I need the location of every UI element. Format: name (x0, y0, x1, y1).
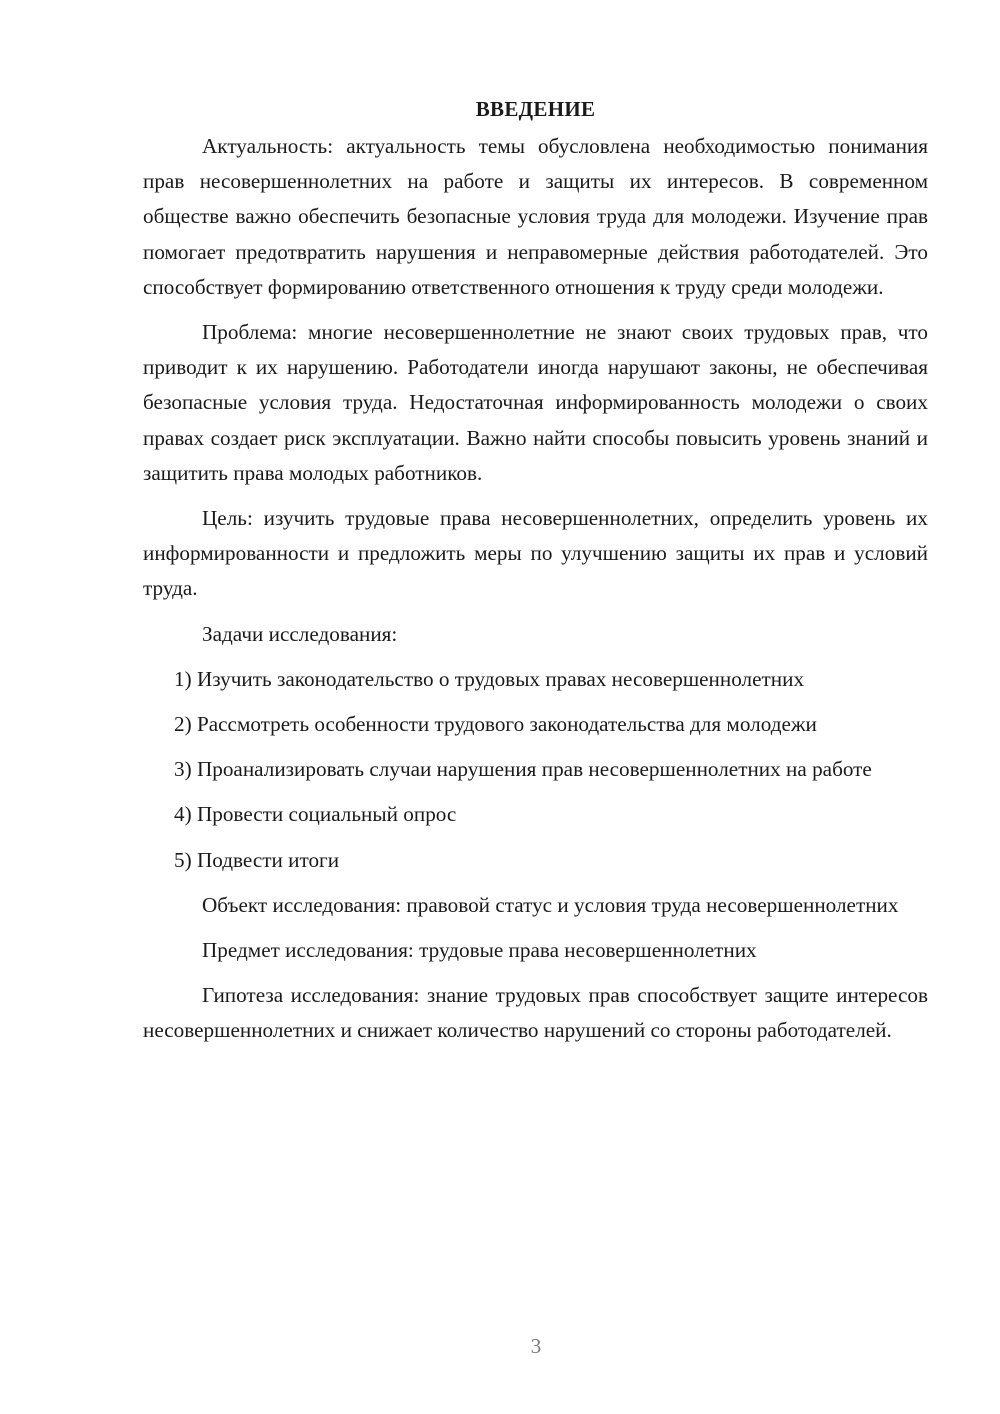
document-page (143, 92, 928, 1059)
task-item-5: 5) Подвести итоги (174, 847, 340, 872)
goal-paragraph: Цель: изучить трудовые права несовершеннолетних, определить уровень их информированности и предложить меры по улучшению защиты их прав и условий труда. (143, 506, 928, 601)
tasks-heading: Задачи исследования: (202, 621, 398, 646)
hypothesis-paragraph: Гипотеза исследования: знание трудовых прав способствует защите интересов несовершеннолетних и снижает количество нарушений со стороны работодателей. (143, 983, 928, 1043)
task-item-4: 4) Провести социальный опрос (174, 802, 457, 827)
task-item-3: 3) Проанализировать случаи нарушения прав несовершеннолетних на работе (174, 757, 872, 782)
task-item-2: 2) Рассмотреть особенности трудового законодательства для молодежи (174, 712, 817, 737)
section-title: ВВЕДЕНИЕ (475, 97, 596, 121)
object-paragraph: Объект исследования: правовой статус и условия труда несовершеннолетних (202, 892, 899, 917)
problem-paragraph: Проблема: многие несовершеннолетние не знают своих трудовых прав, что приводит к их нарушению. Работодатели иногда нарушают законы, не обеспечивая безопасные условия труда. Недостаточная информированность молодежи о своих правах создает риск эксплуатации. Важно найти способы повысить уровень знаний и защитить права молодых работников. (143, 320, 928, 485)
relevance-paragraph: Актуальность: актуальность темы обусловлена необходимостью понимания прав несовершеннолетних на работе и защиты их интересов. В современном обществе важно обеспечить безопасные условия труда для молодежи. Изучение прав помогает предотвратить нарушения и неправомерные действия работодателей. Это способствует формированию ответственного отношения к труду среди молодежи. (143, 134, 928, 299)
subject-paragraph: Предмет исследования: трудовые права несовершеннолетних (202, 938, 757, 963)
task-item-1: 1) Изучить законодательство о трудовых правах несовершеннолетних (174, 666, 805, 691)
page-number: 3 (530, 1334, 542, 1358)
